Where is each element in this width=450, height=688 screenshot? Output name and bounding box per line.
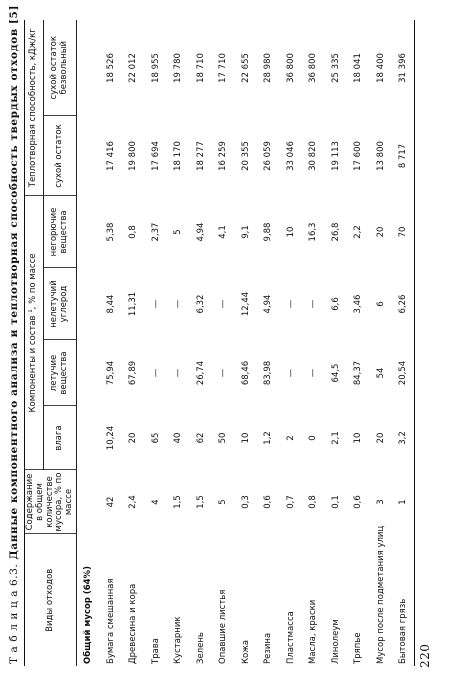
moisture-cell: 2 bbox=[285, 435, 296, 441]
carbon-cell: 11,31 bbox=[128, 291, 139, 317]
table-row bbox=[99, 20, 122, 666]
moisture-cell: 20 bbox=[375, 432, 386, 444]
volatile-cell: 84,37 bbox=[353, 360, 364, 386]
carbon-cell: 6 bbox=[375, 301, 386, 307]
table-title-text: Данные компонентного анализа и теплотворная способность твердых отходов [5] bbox=[8, 4, 20, 560]
carbon-cell: — bbox=[285, 299, 296, 309]
carbon-cell: 6,32 bbox=[195, 294, 206, 314]
noncombustible-cell: 5 bbox=[173, 229, 184, 235]
dry-residue-cell: 17 694 bbox=[150, 141, 161, 171]
dry-residue-cell: 13 800 bbox=[375, 141, 386, 171]
waste-name-cell: Зелень bbox=[195, 632, 206, 664]
waste-name-cell: Трава bbox=[150, 637, 161, 664]
moisture-cell: 10 bbox=[240, 432, 251, 444]
volatile-cell: 64,5 bbox=[330, 363, 341, 383]
volatile-cell bbox=[76, 340, 99, 406]
content-cell: 42 bbox=[105, 496, 116, 508]
moisture-cell: 62 bbox=[195, 432, 206, 444]
volatile-cell: 67,89 bbox=[128, 360, 139, 386]
waste-data-table bbox=[24, 20, 415, 666]
carbon-cell: — bbox=[173, 299, 184, 309]
content-cell: 1 bbox=[392, 470, 415, 534]
volatile-cell: — bbox=[150, 368, 161, 378]
table-row bbox=[324, 20, 347, 666]
content-cell: 0,1 bbox=[330, 495, 341, 509]
header-heat-group: Теплотворная способность, кДж/кг bbox=[25, 20, 44, 196]
ashfree-cell: 22 012 bbox=[128, 53, 139, 83]
noncombustible-cell: 5,38 bbox=[105, 222, 116, 242]
table-row bbox=[122, 20, 145, 666]
table-row bbox=[257, 20, 280, 666]
header-volatile: летучие вещества bbox=[43, 340, 76, 406]
noncombustible-cell: 2,2 bbox=[353, 225, 364, 239]
moisture-cell: 65 bbox=[150, 432, 161, 444]
ashfree-cell: 36 800 bbox=[285, 53, 296, 83]
ashfree-cell: 31 396 bbox=[392, 20, 415, 116]
ashfree-cell: 36 800 bbox=[308, 53, 319, 83]
ashfree-cell: 19 780 bbox=[173, 53, 184, 83]
content-cell: 5 bbox=[218, 499, 229, 505]
volatile-cell: 20,54 bbox=[392, 340, 415, 406]
header-dry-ashfree: сухой остаток безвольный bbox=[43, 20, 76, 116]
waste-name-cell: Резина bbox=[263, 632, 274, 664]
table-title-prefix: Т а б л и ц а 6.3. bbox=[8, 563, 20, 664]
noncombustible-cell: 0,8 bbox=[128, 225, 139, 239]
dry-residue-cell bbox=[76, 116, 99, 196]
waste-name-cell: Общий мусор (64%) bbox=[83, 566, 94, 664]
waste-name-cell: Тряпье bbox=[353, 632, 364, 664]
carbon-cell: 12,44 bbox=[240, 291, 251, 317]
waste-name-cell: Масла, краски bbox=[308, 599, 319, 664]
moisture-cell: 10 bbox=[353, 432, 364, 444]
noncombustible-cell: 70 bbox=[392, 196, 415, 268]
ashfree-cell: 28 980 bbox=[263, 53, 274, 83]
carbon-cell: 3,46 bbox=[353, 294, 364, 314]
table-row bbox=[369, 20, 392, 666]
ashfree-cell bbox=[76, 20, 99, 116]
volatile-cell: 83,98 bbox=[263, 360, 274, 386]
content-cell: 4 bbox=[150, 499, 161, 505]
table-row bbox=[279, 20, 302, 666]
carbon-cell: 6,6 bbox=[330, 297, 341, 311]
ashfree-cell: 18 526 bbox=[105, 53, 116, 83]
dry-residue-cell: 19 113 bbox=[330, 141, 341, 171]
dry-residue-cell: 8 717 bbox=[392, 116, 415, 196]
dry-residue-cell: 18 170 bbox=[173, 141, 184, 171]
ashfree-cell: 18 710 bbox=[195, 53, 206, 83]
volatile-cell: 26,74 bbox=[195, 360, 206, 386]
moisture-cell: 1,2 bbox=[263, 431, 274, 445]
volatile-cell: 68,46 bbox=[240, 360, 251, 386]
volatile-cell: — bbox=[173, 368, 184, 378]
waste-name-cell: Пластмасса bbox=[285, 611, 296, 664]
table-row bbox=[392, 20, 415, 666]
carbon-cell: — bbox=[150, 299, 161, 309]
table-body bbox=[76, 20, 415, 666]
content-cell: 0,3 bbox=[240, 495, 251, 509]
carbon-cell: 4,94 bbox=[263, 294, 274, 314]
waste-name-cell: Бытовая грязь bbox=[392, 534, 415, 666]
dry-residue-cell: 33 046 bbox=[285, 141, 296, 171]
carbon-cell: — bbox=[218, 299, 229, 309]
header-dry-residue: сухой остаток bbox=[43, 116, 76, 196]
moisture-cell: 40 bbox=[173, 432, 184, 444]
ashfree-cell: 22 655 bbox=[240, 53, 251, 83]
volatile-cell: — bbox=[218, 368, 229, 378]
dry-residue-cell: 20 355 bbox=[240, 141, 251, 171]
waste-name-cell: Мусор после подметания улиц bbox=[375, 525, 386, 664]
moisture-cell: 10,24 bbox=[105, 425, 116, 451]
waste-name-cell: Линолеум bbox=[330, 619, 341, 664]
carbon-cell: 6,26 bbox=[392, 268, 415, 340]
noncombustible-cell: 16,3 bbox=[308, 222, 319, 242]
noncombustible-cell: 4,1 bbox=[218, 225, 229, 239]
table-row bbox=[347, 20, 370, 666]
table-row bbox=[212, 20, 235, 666]
content-cell: 0,6 bbox=[263, 495, 274, 509]
table-row bbox=[302, 20, 325, 666]
page-number: 220 bbox=[418, 643, 432, 668]
ashfree-cell: 18 955 bbox=[150, 53, 161, 83]
dry-residue-cell: 19 800 bbox=[128, 141, 139, 171]
dry-residue-cell: 30 820 bbox=[308, 141, 319, 171]
noncombustible-cell: 9,1 bbox=[240, 225, 251, 239]
noncombustible-cell: 4,94 bbox=[195, 222, 206, 242]
content-cell bbox=[76, 470, 99, 534]
table-title bbox=[8, 5, 20, 664]
carbon-cell: — bbox=[308, 299, 319, 309]
ashfree-cell: 25 335 bbox=[330, 53, 341, 83]
noncombustible-cell: 9,88 bbox=[263, 222, 274, 242]
content-cell: 2,4 bbox=[128, 495, 139, 509]
moisture-cell: 3,2 bbox=[392, 406, 415, 470]
noncombustible-cell: 2,37 bbox=[150, 222, 161, 242]
waste-name-cell: Опавшие листья bbox=[218, 589, 229, 664]
content-cell: 1,5 bbox=[173, 495, 184, 509]
volatile-cell: 75,94 bbox=[105, 360, 116, 386]
noncombustible-cell bbox=[76, 196, 99, 268]
header-waste-type: Виды отходов bbox=[25, 534, 77, 666]
carbon-cell: 8,44 bbox=[105, 294, 116, 314]
header-content: Содержание в общем количестве мусора, % по массе bbox=[25, 470, 77, 534]
volatile-cell: 54 bbox=[375, 367, 386, 379]
header-moisture: влага bbox=[43, 406, 76, 470]
moisture-cell bbox=[76, 406, 99, 470]
noncombustible-cell: 26,8 bbox=[330, 222, 341, 242]
moisture-cell: 20 bbox=[128, 432, 139, 444]
content-cell: 0,6 bbox=[353, 495, 364, 509]
table-row bbox=[76, 20, 99, 666]
table-row bbox=[234, 20, 257, 666]
noncombustible-cell: 10 bbox=[285, 226, 296, 238]
dry-residue-cell: 17 416 bbox=[105, 141, 116, 171]
table-row bbox=[189, 20, 212, 666]
ashfree-cell: 17 710 bbox=[218, 53, 229, 83]
header-nonvolatile-carbon: нелетучий углерод bbox=[43, 268, 76, 340]
content-cell: 0,8 bbox=[308, 495, 319, 509]
waste-name-cell: Бумага смешанная bbox=[105, 578, 116, 664]
noncombustible-cell: 20 bbox=[375, 226, 386, 238]
dry-residue-cell: 16 259 bbox=[218, 141, 229, 171]
moisture-cell: 50 bbox=[218, 432, 229, 444]
waste-name-cell: Древесина и кора bbox=[128, 583, 139, 664]
dry-residue-cell: 17 600 bbox=[353, 141, 364, 171]
moisture-cell: 2,1 bbox=[330, 431, 341, 445]
content-cell: 0,7 bbox=[285, 495, 296, 509]
moisture-cell: 0 bbox=[308, 435, 319, 441]
header-components-group: Компоненты и состав ¹, % по массе bbox=[25, 196, 44, 470]
volatile-cell: — bbox=[308, 368, 319, 378]
dry-residue-cell: 18 277 bbox=[195, 141, 206, 171]
volatile-cell: — bbox=[285, 368, 296, 378]
content-cell: 1,5 bbox=[195, 495, 206, 509]
dry-residue-cell: 26 059 bbox=[263, 141, 274, 171]
ashfree-cell: 18 400 bbox=[375, 53, 386, 83]
waste-name-cell: Кустарник bbox=[173, 616, 184, 664]
content-cell: 3 bbox=[375, 499, 386, 505]
table-row bbox=[144, 20, 167, 666]
header-noncombustible: негорючие вещества bbox=[43, 196, 76, 268]
table-row bbox=[167, 20, 190, 666]
ashfree-cell: 18 041 bbox=[353, 53, 364, 83]
waste-name-cell: Кожа bbox=[240, 639, 251, 664]
carbon-cell bbox=[76, 268, 99, 340]
